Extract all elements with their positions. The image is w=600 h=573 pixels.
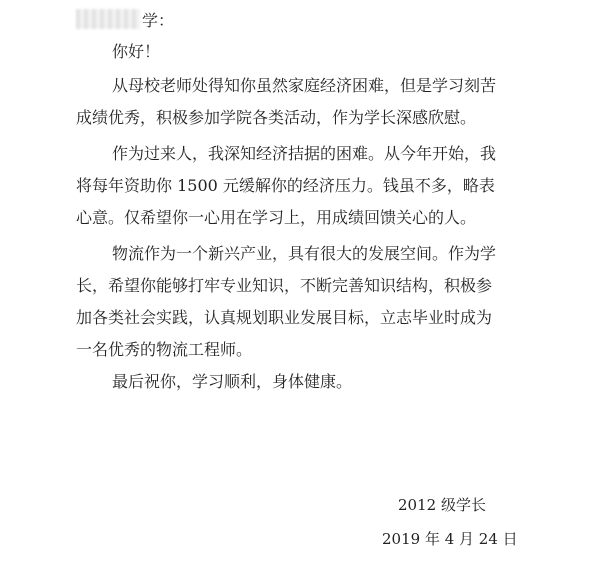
letter-date: 2019 年 4 月 24 日 [382, 530, 518, 548]
paragraph-1-line-2: 成绩优秀，积极参加学院各类活动，作为学长深感欣慰。 [76, 108, 477, 127]
paragraph-4-line-1: 最后祝你，学习顺利，身体健康。 [112, 372, 353, 391]
paragraph-3-line-1: 物流作为一个新兴产业，具有很大的发展空间。作为学 [112, 244, 497, 263]
paragraph-3-line-2: 长，希望你能够打牢专业知识，不断完善知识结构，积极参 [76, 276, 493, 295]
paragraph-2-line-1: 作为过来人，我深知经济拮据的困难。从今年开始，我 [112, 144, 497, 163]
salutation [76, 6, 174, 32]
paragraph-2-line-2: 将每年资助你 1500 元缓解你的经济压力。钱虽不多，略表 [76, 176, 495, 195]
paragraph-3-line-3: 加各类社会实践，认真规划职业发展目标，立志毕业时成为 [76, 308, 493, 327]
signature: 2012 级学长 [398, 496, 486, 514]
salutation-suffix: 学： [142, 10, 175, 30]
paragraph-1-line-1: 从母校老师处得知你虽然家庭经济困难，但是学习刻苦 [112, 76, 497, 95]
redacted-name [76, 9, 140, 29]
paragraph-3-line-4: 一名优秀的物流工程师。 [76, 340, 253, 359]
paragraph-2-line-3: 心意。仅希望你一心用在学习上，用成绩回馈关心的人。 [76, 208, 477, 227]
greeting: 你好！ [112, 42, 161, 61]
